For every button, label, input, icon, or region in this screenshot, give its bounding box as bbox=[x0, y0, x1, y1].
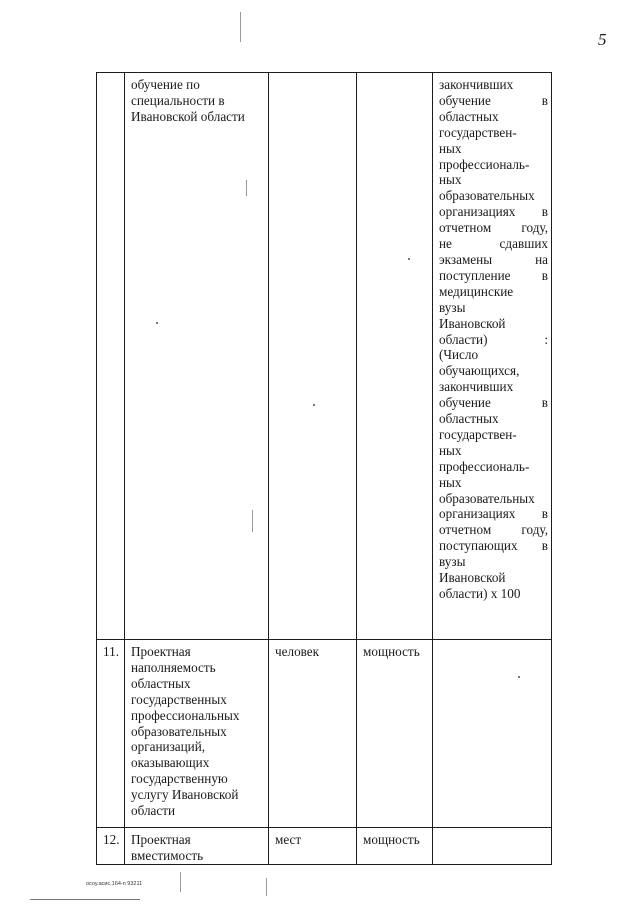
row-number-cell bbox=[97, 73, 125, 640]
text-line: образовательных bbox=[131, 723, 227, 739]
text-line: области bbox=[131, 803, 176, 819]
text-line: областных bbox=[439, 411, 499, 427]
unit-cell: человек bbox=[269, 640, 357, 828]
text-line: ных bbox=[439, 140, 462, 156]
scan-mark bbox=[266, 878, 267, 896]
table-row-12 bbox=[97, 828, 552, 865]
text-line: ных bbox=[439, 442, 462, 458]
text-line: государственную bbox=[131, 771, 228, 787]
text-line: наполняемость bbox=[131, 659, 216, 675]
scan-speck bbox=[518, 676, 520, 678]
table-row-continuation bbox=[97, 73, 552, 640]
text-line: Проектная bbox=[131, 832, 191, 847]
scan-mark bbox=[246, 180, 247, 196]
scan-speck bbox=[30, 899, 140, 900]
text-line: государствен- bbox=[439, 124, 517, 140]
text-line: закончивших bbox=[439, 77, 514, 92]
page-number: 5 bbox=[598, 30, 607, 49]
text-line: специальности в bbox=[131, 92, 225, 108]
indicator-name-cell bbox=[125, 828, 269, 865]
text-line: государственных bbox=[131, 691, 227, 707]
unit-cell: мест bbox=[269, 828, 357, 865]
text-line: не сдавших bbox=[439, 236, 548, 252]
scan-speck bbox=[156, 322, 158, 324]
text-line: Проектная bbox=[131, 644, 191, 659]
formula-cell bbox=[433, 640, 552, 828]
text-line: образовательных bbox=[439, 490, 535, 506]
text-line: обучение по bbox=[131, 77, 200, 92]
scan-mark bbox=[240, 12, 241, 42]
scan-mark bbox=[180, 872, 181, 892]
text-line: ных bbox=[439, 172, 462, 188]
text-line: области) х 100 bbox=[439, 586, 521, 601]
text-line: услугу Ивановской bbox=[131, 787, 239, 803]
formula-cell bbox=[433, 73, 552, 640]
table-row-11 bbox=[97, 640, 552, 828]
text-line: закончивших bbox=[439, 379, 514, 395]
text-line: медицинские bbox=[439, 283, 514, 299]
text-line: государствен- bbox=[439, 426, 517, 442]
text-line: вместимость bbox=[131, 847, 204, 863]
text-line: Ивановской bbox=[439, 315, 506, 331]
row-number-cell: 12. bbox=[97, 828, 125, 865]
indicator-name-cell bbox=[125, 640, 269, 828]
text-line: отчетном году, bbox=[439, 220, 548, 236]
text-line: организациях в bbox=[439, 204, 548, 220]
text-line: профессиональных bbox=[131, 707, 240, 723]
unit-cell bbox=[269, 73, 357, 640]
footer-document-code: осоу.асис.164-п 93211 bbox=[86, 881, 143, 887]
text-line: экзамены на bbox=[439, 251, 548, 267]
text-line: вузы bbox=[439, 554, 466, 570]
text-line: профессиональ- bbox=[439, 458, 530, 474]
text-line: обучение в bbox=[439, 395, 548, 411]
text-line: области) : bbox=[439, 331, 548, 347]
text-line: обучающихся, bbox=[439, 363, 520, 379]
text-line: вузы bbox=[439, 299, 466, 315]
text-line: областных bbox=[439, 108, 499, 124]
indicator-name-cell bbox=[125, 73, 269, 640]
scan-speck bbox=[408, 258, 410, 260]
text-line: оказывающих bbox=[131, 755, 210, 771]
indicator-type-cell bbox=[357, 73, 433, 640]
text-line: обучение в bbox=[439, 92, 548, 108]
text-line: ных bbox=[439, 474, 462, 490]
text-line: Ивановской области bbox=[131, 108, 245, 124]
text-line: организаций, bbox=[131, 739, 206, 755]
text-line: Ивановской bbox=[439, 570, 506, 586]
indicator-type-cell: мощность bbox=[357, 640, 433, 828]
text-line: поступающих в bbox=[439, 538, 548, 554]
text-line: профессиональ- bbox=[439, 156, 530, 172]
scan-speck bbox=[313, 404, 315, 406]
text-line: областных bbox=[131, 675, 191, 691]
text-line: образовательных bbox=[439, 188, 535, 204]
text-line: организациях в bbox=[439, 506, 548, 522]
text-line: отчетном году, bbox=[439, 522, 548, 538]
scan-mark bbox=[252, 510, 253, 532]
formula-cell bbox=[433, 828, 552, 865]
text-line: (Число bbox=[439, 347, 479, 363]
row-number-cell: 11. bbox=[97, 640, 125, 828]
text-line: поступление в bbox=[439, 267, 548, 283]
indicator-type-cell: мощность bbox=[357, 828, 433, 865]
indicator-table bbox=[96, 72, 552, 865]
